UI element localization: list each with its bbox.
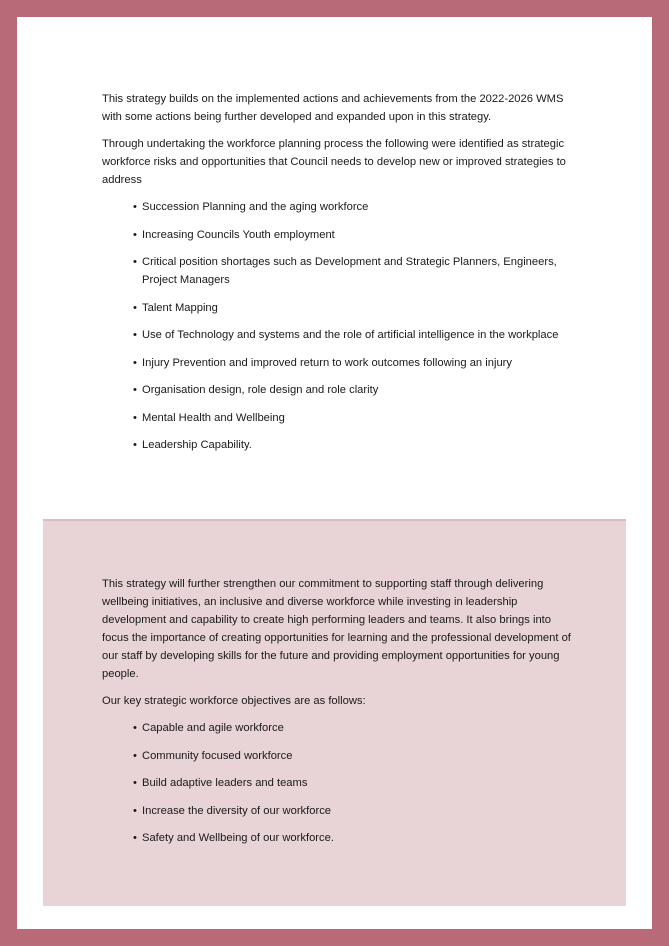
commitment-paragraph: This strategy will further strengthen our commitment to supporting staff through delivering wellbeing initiatives, an inclusive and diverse workforce while investing in leadership development and capability to create high performing leaders and teams. It also brings into focus the importance of creating opportunities for learning and the professional development of our staff by developing skills for the future and providing employment opportunities for young people. — [102, 578, 571, 680]
list-item: • Leadership Capability. — [133, 436, 572, 454]
risks-paragraph: Through undertaking the workforce planning process the following were identified as strategic workforce risks and opportunities that Council needs to develop new or improved strategies to address — [102, 138, 566, 186]
objectives-panel — [43, 519, 626, 906]
strategy-intro-section — [102, 90, 572, 464]
list-item: • Injury Prevention and improved return to work outcomes following an injury — [133, 354, 572, 372]
list-item: • Organisation design, role design and role clarity — [133, 381, 572, 399]
document-page — [17, 17, 652, 929]
list-item: • Capable and agile workforce — [133, 719, 572, 737]
list-item: • Critical position shortages such as Development and Strategic Planners, Engineers, Project Managers — [133, 253, 572, 289]
list-item: • Safety and Wellbeing of our workforce. — [133, 829, 572, 847]
list-item: • Talent Mapping — [133, 299, 572, 317]
list-item: • Use of Technology and systems and the role of artificial intelligence in the workplace — [133, 326, 572, 344]
list-item: • Increase the diversity of our workforce — [133, 802, 572, 820]
list-item: • Succession Planning and the aging workforce — [133, 198, 572, 216]
list-item: • Build adaptive leaders and teams — [133, 774, 572, 792]
objectives-section — [102, 575, 572, 857]
objectives-list — [102, 719, 572, 847]
list-item: • Increasing Councils Youth employment — [133, 226, 572, 244]
intro-paragraph: This strategy builds on the implemented actions and achievements from the 2022-2026 WMS with some actions being further developed and expanded upon in this strategy. — [102, 93, 564, 123]
list-item: • Mental Health and Wellbeing — [133, 409, 572, 427]
risks-list — [102, 198, 572, 454]
objectives-intro-paragraph: Our key strategic workforce objectives are as follows: — [102, 695, 366, 707]
list-item: • Community focused workforce — [133, 747, 572, 765]
